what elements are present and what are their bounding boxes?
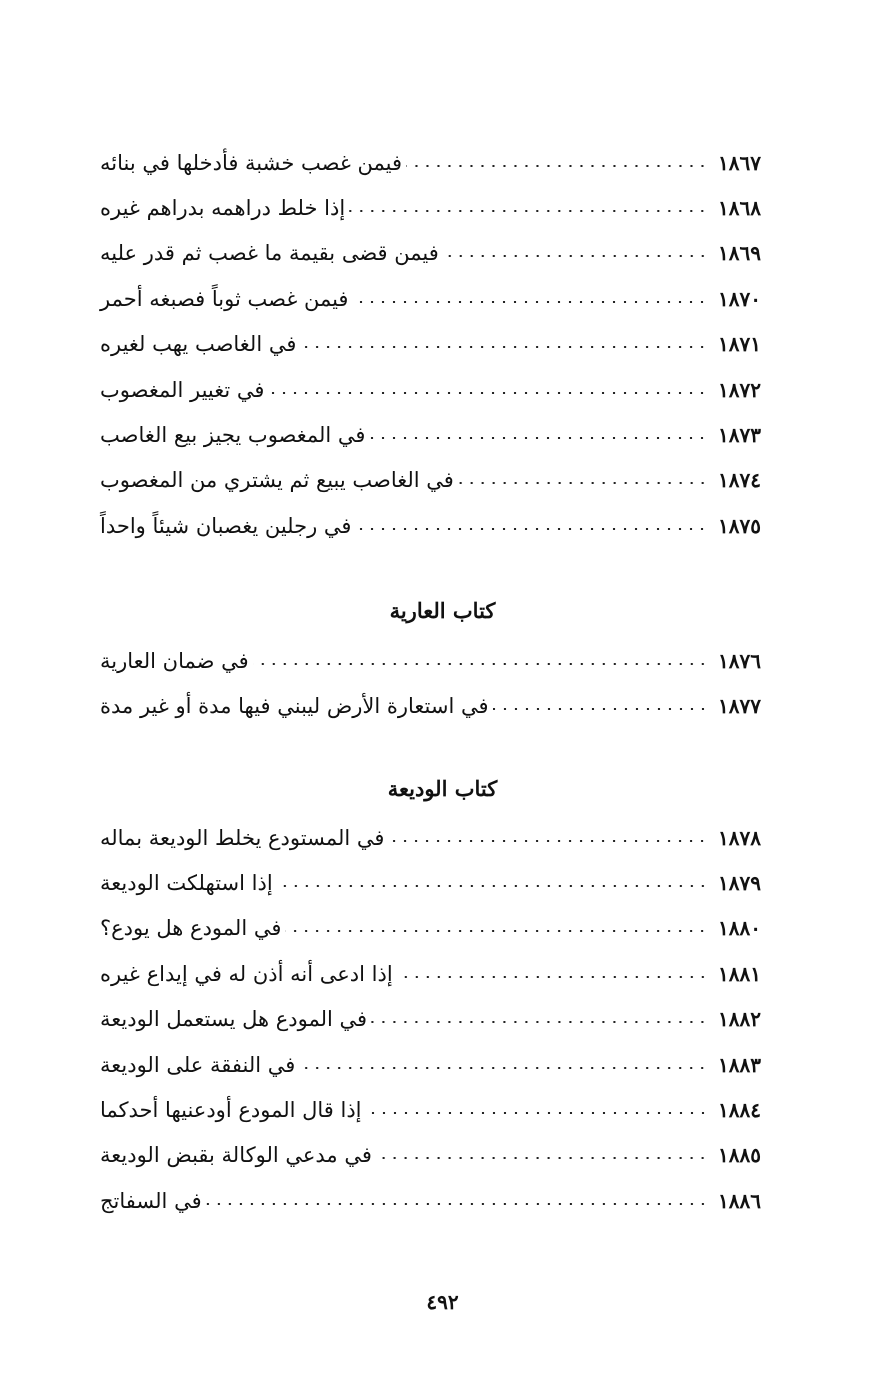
leader-dots <box>349 210 708 212</box>
toc-entry <box>88 276 778 321</box>
entry-page: ١٨٦٧ <box>718 150 761 175</box>
leader-dots <box>371 1021 708 1023</box>
entry-page: ١٨٨١ <box>718 961 761 986</box>
entry-title: في المستودع يخلط الوديعة بماله <box>100 825 385 850</box>
entry-page: ١٨٧٧ <box>718 694 761 719</box>
entry-title: فيمن غصب خشبة فأدخلها في بنائه <box>100 150 403 175</box>
leader-dots <box>493 708 708 710</box>
leader-dots <box>299 1067 708 1069</box>
toc-entry <box>88 1178 778 1223</box>
leader-dots <box>300 346 708 348</box>
toc-entry <box>88 1133 778 1178</box>
entry-title: فيمن قضى بقيمة ما غصب ثم قدر عليه <box>100 241 439 266</box>
toc-entry <box>88 322 778 367</box>
entry-title: إذا ادعى أنه أذن له في إيداع غيره <box>100 961 393 986</box>
entry-title: في المودع هل يستعمل الوديعة <box>100 1007 368 1032</box>
entry-title: في المغصوب يجيز بيع الغاصب <box>100 423 366 448</box>
entry-page: ١٨٧٤ <box>718 468 761 493</box>
entry-page: ١٨٨٦ <box>718 1188 761 1213</box>
leader-dots <box>376 1157 708 1159</box>
leader-dots <box>268 392 708 394</box>
entry-title: فيمن غصب ثوباً فصبغه أحمر <box>100 286 349 311</box>
toc-section-3 <box>88 815 778 1224</box>
entry-title: في المودع هل يودع؟ <box>100 916 282 941</box>
entry-page: ١٨٧١ <box>718 332 761 357</box>
leader-dots <box>397 976 708 978</box>
toc-entry <box>88 683 778 728</box>
section-heading: كتاب العارية <box>389 598 496 623</box>
entry-title: في ضمان العارية <box>100 648 249 673</box>
toc-section-2 <box>88 638 778 729</box>
leader-dots <box>406 165 708 167</box>
toc-entry <box>88 860 778 905</box>
leader-dots <box>366 1112 708 1114</box>
entry-title: في تغيير المغصوب <box>100 377 265 402</box>
entry-title: في رجلين يغصبان شيئاً واحداً <box>100 513 352 538</box>
leader-dots <box>253 663 708 665</box>
toc-entry <box>88 503 778 548</box>
toc-entry <box>88 458 778 503</box>
entry-page: ١٨٧٠ <box>718 286 761 311</box>
entry-title: في النفقة على الوديعة <box>100 1052 296 1077</box>
leader-dots <box>355 528 708 530</box>
toc-entry <box>88 185 778 230</box>
toc-entry <box>88 951 778 996</box>
entry-title: في السفاتج <box>100 1188 202 1213</box>
leader-dots <box>443 255 708 257</box>
leader-dots <box>285 930 708 932</box>
entry-page: ١٨٨٤ <box>718 1098 761 1123</box>
toc-entry <box>88 815 778 860</box>
toc-section-1 <box>88 140 778 549</box>
entry-page: ١٨٧٨ <box>718 825 761 850</box>
toc-entry <box>88 367 778 412</box>
entry-title: في مدعي الوكالة بقبض الوديعة <box>100 1143 372 1168</box>
entry-page: ١٨٧٢ <box>718 377 761 402</box>
entry-title: في الغاصب يهب لغيره <box>100 332 297 357</box>
toc-entry <box>88 638 778 683</box>
leader-dots <box>352 301 708 303</box>
toc-entry <box>88 1042 778 1087</box>
entry-page: ١٨٨٢ <box>718 1007 761 1032</box>
entry-page: ١٨٨٠ <box>718 916 761 941</box>
entry-page: ١٨٦٨ <box>718 196 761 221</box>
entry-page: ١٨٦٩ <box>718 241 761 266</box>
toc-entry <box>88 1087 778 1132</box>
entry-page: ١٨٨٣ <box>718 1052 761 1077</box>
entry-title: إذا استهلكت الوديعة <box>100 871 273 896</box>
entry-page: ١٨٧٥ <box>718 513 761 538</box>
leader-dots <box>369 437 708 439</box>
entry-page: ١٨٨٥ <box>718 1143 761 1168</box>
entry-page: ١٨٧٦ <box>718 648 761 673</box>
entry-page: ١٨٧٣ <box>718 423 761 448</box>
entry-title: في استعارة الأرض ليبني فيها مدة أو غير مدة <box>100 694 489 719</box>
toc-entry <box>88 412 778 457</box>
toc-entry <box>88 231 778 276</box>
toc-entry <box>88 140 778 185</box>
section-heading: كتاب الوديعة <box>387 776 498 801</box>
leader-dots <box>206 1203 708 1205</box>
leader-dots <box>458 482 708 484</box>
entry-page: ١٨٧٩ <box>718 871 761 896</box>
leader-dots <box>388 840 708 842</box>
entry-title: في الغاصب يبيع ثم يشتري من المغصوب <box>100 468 454 493</box>
entry-title: إذا قال المودع أودعنيها أحدكما <box>100 1098 362 1123</box>
leader-dots <box>277 885 708 887</box>
toc-entry <box>88 997 778 1042</box>
page-number: ٤٩٢ <box>426 1290 459 1314</box>
toc-entry <box>88 906 778 951</box>
entry-title: إذا خلط دراهمه بدراهم غيره <box>100 196 346 221</box>
